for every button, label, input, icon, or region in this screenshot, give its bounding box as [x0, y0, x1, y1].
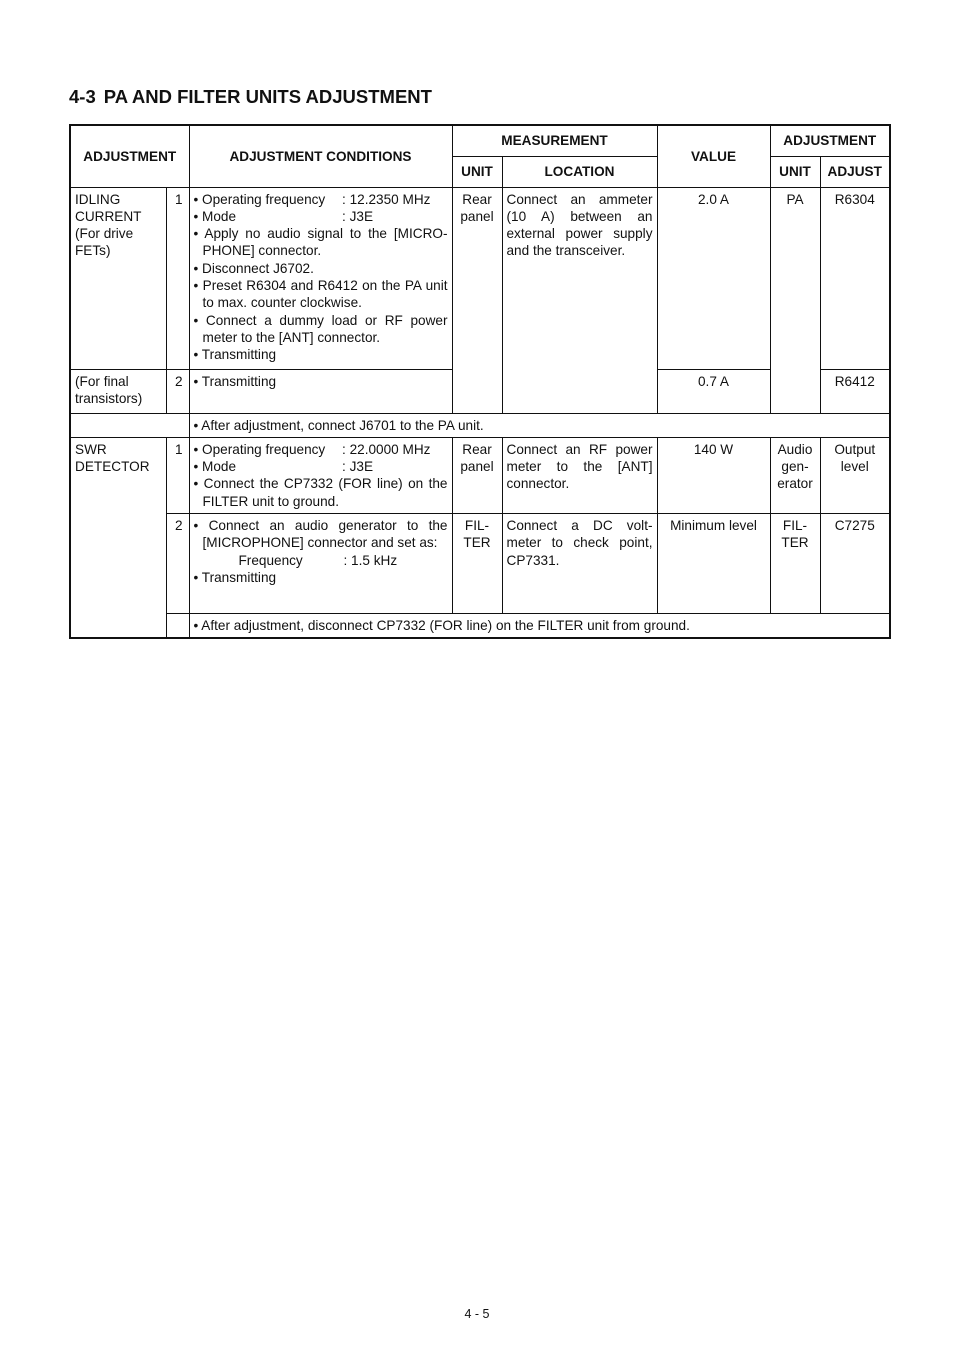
- step-number: 2: [166, 369, 189, 413]
- adjustment-table: [69, 124, 891, 639]
- condition-item: • Mode : J3E: [193, 459, 374, 475]
- condition-item: • Connect the CP7332 (FOR line) on the FILTER unit to ground.: [193, 476, 448, 509]
- condition-item: • Connect an audio generator to the [MICROPHONE] connector and set as:: [193, 517, 448, 551]
- measurement-location: Connect a DC volt-meter to check point, CP7331.: [502, 513, 657, 613]
- condition-item: Frequency : 1.5 kHz: [238, 552, 398, 568]
- condition-item: • Preset R6304 and R6412 on the PA unit to max. counter clockwise.: [193, 277, 448, 311]
- conditions-cell: [189, 369, 452, 413]
- condition-item: • Connect a dummy load or RF power meter to the [ANT] connector.: [193, 312, 448, 345]
- header-measurement: MEASUREMENT: [452, 125, 657, 156]
- adjustment-adjust: R6304: [820, 187, 890, 369]
- section-number: 4-3: [69, 86, 96, 107]
- table-row: [70, 437, 890, 513]
- section-title: [69, 86, 432, 108]
- note-cell: • After adjustment, connect J6701 to the PA unit.: [189, 413, 890, 437]
- table-row: [70, 187, 890, 369]
- adjustment-adjust: C7275: [820, 513, 890, 613]
- conditions-cell: [189, 187, 452, 369]
- condition-item: • Operating frequency : 12.2350 MHz: [193, 191, 431, 207]
- measurement-unit: FIL-TER: [452, 513, 502, 613]
- value-cell: 140 W: [657, 437, 770, 513]
- adjustment-unit: Audio gen-erator: [770, 437, 820, 513]
- value-cell: 2.0 A: [657, 187, 770, 369]
- condition-item: • Operating frequency : 22.0000 MHz: [193, 441, 431, 457]
- adjustment-adjust: Output level: [820, 437, 890, 513]
- table-row: [70, 513, 890, 613]
- step-number: 1: [166, 437, 189, 513]
- header-adjustment-group: ADJUSTMENT: [770, 125, 890, 156]
- header-adjustment: ADJUSTMENT: [70, 125, 189, 187]
- measurement-location: Connect an ammeter (10 A) between an external power supply and the transceiver.: [502, 187, 657, 413]
- measurement-location: Connect an RF power meter to the [ANT] connector.: [502, 437, 657, 513]
- condition-item: • Disconnect J6702.: [193, 260, 314, 276]
- header-measurement-unit: UNIT: [452, 156, 502, 187]
- condition-item: • Apply no audio signal to the [MICRO-PHONE] connector.: [193, 226, 448, 259]
- condition-item: • Transmitting: [193, 347, 277, 363]
- step-number: 1: [166, 187, 189, 369]
- header-value: VALUE: [657, 125, 770, 187]
- section-title-text: PA AND FILTER UNITS ADJUSTMENT: [103, 86, 432, 107]
- value-cell: 0.7 A: [657, 369, 770, 413]
- table-row: [70, 413, 890, 437]
- conditions-cell: [189, 437, 452, 513]
- adjustment-unit: FIL-TER: [770, 513, 820, 613]
- adjustment-unit: PA: [770, 187, 820, 413]
- step-number: 2: [166, 513, 189, 613]
- adjustment-adjust: R6412: [820, 369, 890, 413]
- condition-item: • Transmitting: [193, 569, 277, 585]
- header-adjustment-unit: UNIT: [770, 156, 820, 187]
- item-name: SWR DETECTOR: [70, 437, 166, 638]
- header-measurement-location: LOCATION: [502, 156, 657, 187]
- condition-item: • Mode : J3E: [193, 208, 374, 224]
- note-cell: • After adjustment, disconnect CP7332 (FOR line) on the FILTER unit from ground.: [189, 613, 890, 638]
- condition-item: • Transmitting: [193, 373, 277, 389]
- page-number: 4 - 5: [464, 1307, 490, 1321]
- item-name: IDLING CURRENT (For drive FETs): [70, 187, 166, 369]
- measurement-unit: Rear panel: [452, 187, 502, 413]
- header-adjustment-adjust: ADJUST: [820, 156, 890, 187]
- value-cell: Minimum level: [657, 513, 770, 613]
- table-row: [70, 613, 890, 638]
- conditions-cell: [189, 513, 452, 613]
- header-adjustment-conditions: ADJUSTMENT CONDITIONS: [189, 125, 452, 187]
- item-name: (For final transistors): [70, 369, 166, 413]
- measurement-unit: Rear panel: [452, 437, 502, 513]
